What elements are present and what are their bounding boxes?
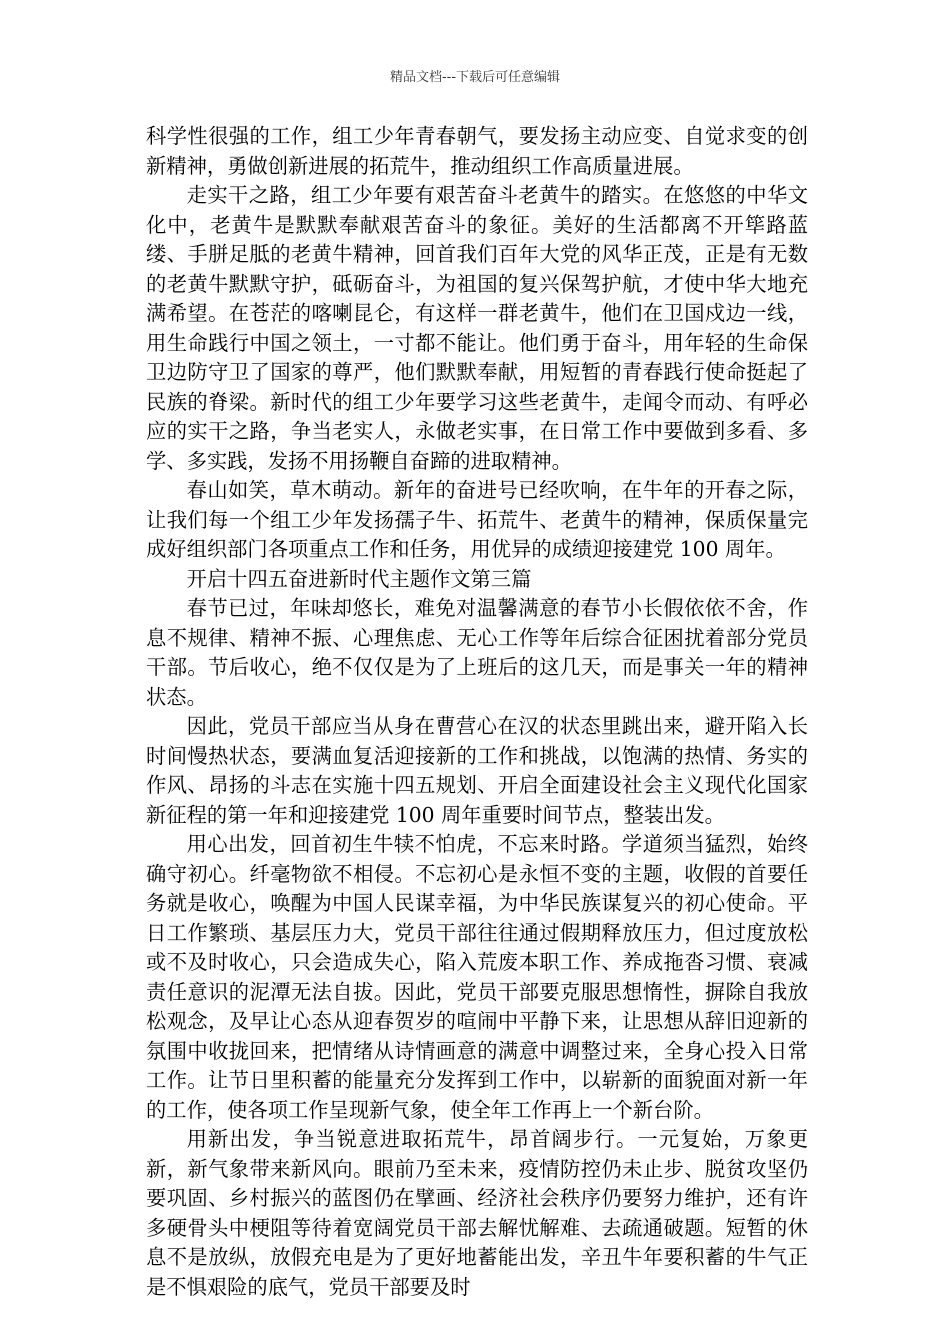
document-body (146, 122, 808, 1302)
paragraph: 用心出发，回首初生牛犊不怕虎，不忘来时路。学道须当猛烈，始终确守初心。纤毫物欲不相侵。不忘初心是永恒不变的主题，收假的首要任务就是收心，唤醒为中国人民谋幸福，为中华民族谋复兴的初心使命。平日工作繁琐、基层压力大，党员干部往往通过假期释放压力，但过度放松或不及时收心，只会造成失心，陷入荒废本职工作、养成拖沓习惯、衰减责任意识的泥潭无法自拔。因此，党员干部要克服思想惰性，摒除自我放松观念，及早让心态从迎春贺岁的喧闹中平静下来，让思想从辞旧迎新的氛围中收拢回来，把情绪从诗情画意的满意中调整过来，全身心投入日常工作。让节日里积蓄的能量充分发挥到工作中，以崭新的面貌面对新一年的工作，使各项工作呈现新气象，使全年工作再上一个新台阶。 (146, 832, 808, 1122)
paragraph: 走实干之路，组工少年要有艰苦奋斗老黄牛的踏实。在悠悠的中华文化中，老黄牛是默默奉献艰苦奋斗的象征。美好的生活都离不开筚路蓝缕、手胼足胝的老黄牛精神，回首我们百年大党的风华正茂，正是有无数的老黄牛默默守护，砥砺奋斗，为祖国的复兴保驾护航，才使中华大地充满希望。在苍茫的喀喇昆仑，有这样一群老黄牛，他们在卫国戍边一线，用生命践行中国之领土，一寸都不能让。他们勇于奋斗，用年轻的生命保卫边防守卫了国家的尊严，他们默默奉献，用短暂的青春践行使命挺起了民族的脊梁。新时代的组工少年要学习这些老黄牛，走闻令而动、有呼必应的实干之路，争当老实人，永做老实事，在日常工作中要做到多看、多学、多实践，发扬不用扬鞭自奋蹄的进取精神。 (146, 183, 808, 473)
paragraph: 春山如笑，草木萌动。新年的奋进号已经吹响，在牛年的开春之际，让我们每一个组工少年发扬孺子牛、拓荒牛、老黄牛的精神，保质保量完成好组织部门各项重点工作和任务，用优异的成绩迎接建党 100 周年。 (146, 478, 808, 561)
paragraph: 因此，党员干部应当从身在曹营心在汉的状态里跳出来，避开陷入长时间慢热状态，要满血复活迎接新的工作和挑战，以饱满的热情、务实的作风、昂扬的斗志在实施十四五规划、开启全面建设社会主义现代化国家新征程的第一年和迎接建党 100 周年重要时间节点，整装出发。 (146, 714, 808, 827)
paragraph: 用新出发，争当锐意进取拓荒牛，昂首阔步行。一元复始，万象更新，新气象带来新风向。眼前乃至未来，疫情防控仍未止步、脱贫攻坚仍要巩固、乡村振兴的蓝图仍在擘画、经济社会秩序仍要努力维护，还有许多硬骨头中梗阻等待着宽阔党员干部去解忧解难、去疏通破题。短暂的休息不是放纵，放假充电是为了更好地蓄能出发，辛丑牛年要积蓄的牛气正是不惧艰险的底气，党员干部要及时 (146, 1127, 808, 1299)
paragraph: 春节已过，年味却悠长，难免对温馨满意的春节小长假依依不舍，作息不规律、精神不振、心理焦虑、无心工作等年后综合征困扰着部分党员干部。节后收心，绝不仅仅是为了上班后的这几天，而是事关一年的精神状态。 (146, 596, 808, 709)
page-header: 精品文档---下载后可任意编辑 (389, 70, 561, 85)
section-title: 开启十四五奋进新时代主题作文第三篇 (186, 566, 532, 591)
paragraph: 科学性很强的工作，组工少年青春朝气，要发扬主动应变、自觉求变的创新精神，勇做创新进展的拓荒牛，推动组织工作高质量进展。 (146, 124, 808, 178)
